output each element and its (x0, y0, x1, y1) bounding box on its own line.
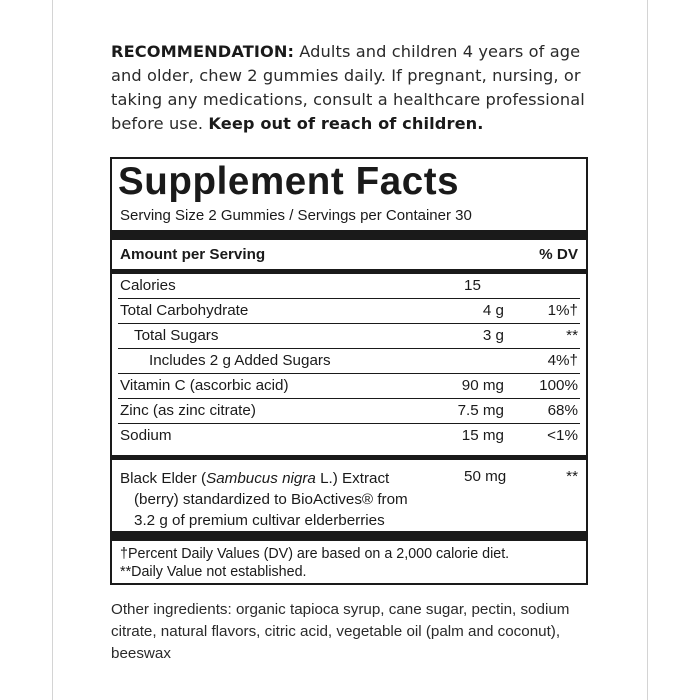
table-row (112, 399, 586, 423)
nutrient-dv: 100% (539, 377, 578, 394)
nutrient-name: Sodium (120, 427, 172, 444)
table-row (112, 349, 586, 373)
recommendation-body: Adults and children 4 years of age and older, chew 2 gummies daily. If pregnant, nursing, or taking any medications, consult a healthcare professional before use. (111, 42, 585, 133)
table-row (112, 274, 586, 298)
elderberry-extract-row (120, 468, 408, 531)
table-row (112, 324, 586, 348)
serving-size: Serving Size 2 Gummies / Servings per Container 30 (120, 207, 472, 224)
elder-line-3: 3.2 g of premium cultivar elderberries (134, 512, 385, 529)
children-warning: Keep out of reach of children. (208, 114, 484, 133)
other-ingredients: Other ingredients: organic tapioca syrup, cane sugar, pectin, sodium citrate, natural flavors, citric acid, vegetable oil (palm and coconut), beeswax (111, 601, 570, 662)
table-row (112, 374, 586, 398)
facts-header-row (112, 243, 586, 267)
nutrient-dv: <1% (547, 427, 578, 444)
nutrient-name: Vitamin C (ascorbic acid) (120, 377, 289, 394)
nutrient-name: Calories (120, 277, 176, 294)
elder-suffix: L.) Extract (315, 470, 390, 487)
nutrient-amount: 15 mg (461, 427, 504, 444)
elder-line-2: (berry) standardized to BioActives® from (134, 491, 408, 508)
nutrient-amount: 15 (464, 277, 481, 294)
nutrient-name: Total Sugars (134, 327, 219, 344)
elder-dv: ** (566, 468, 578, 485)
nutrient-dv: 4%† (547, 352, 578, 369)
nutrient-dv: ** (566, 327, 578, 344)
nutrient-amount: 4 g (482, 302, 504, 319)
footnote-not-established: **Daily Value not established. (120, 564, 307, 580)
medium-divider (112, 455, 586, 460)
elder-latin-name: Sambucus nigra (206, 470, 316, 487)
footnote-dv: †Percent Daily Values (DV) are based on a 2,000 calorie diet. (120, 546, 510, 562)
nutrient-name: Includes 2 g Added Sugars (149, 352, 331, 369)
nutrient-amount: 3 g (482, 327, 504, 344)
facts-title: Supplement Facts (118, 160, 460, 203)
nutrient-name: Zinc (as zinc citrate) (120, 402, 256, 419)
table-row (112, 299, 586, 323)
elder-amount: 50 mg (464, 468, 507, 485)
thick-divider (112, 230, 586, 240)
recommendation-label: RECOMMENDATION: (111, 42, 295, 61)
supplement-facts-panel (110, 157, 588, 585)
dv-header: % DV (539, 246, 578, 263)
nutrient-amount: 7.5 mg (457, 402, 504, 419)
nutrient-dv: 68% (547, 402, 578, 419)
table-row (112, 424, 586, 448)
recommendation-text (111, 40, 591, 136)
nutrient-dv: 1%† (547, 302, 578, 319)
footnotes (120, 545, 509, 581)
amount-per-serving-label: Amount per Serving (120, 246, 266, 263)
nutrient-name: Total Carbohydrate (120, 302, 249, 319)
thick-divider (112, 531, 586, 541)
elder-prefix: Black Elder ( (120, 470, 207, 487)
nutrient-amount: 90 mg (461, 377, 504, 394)
